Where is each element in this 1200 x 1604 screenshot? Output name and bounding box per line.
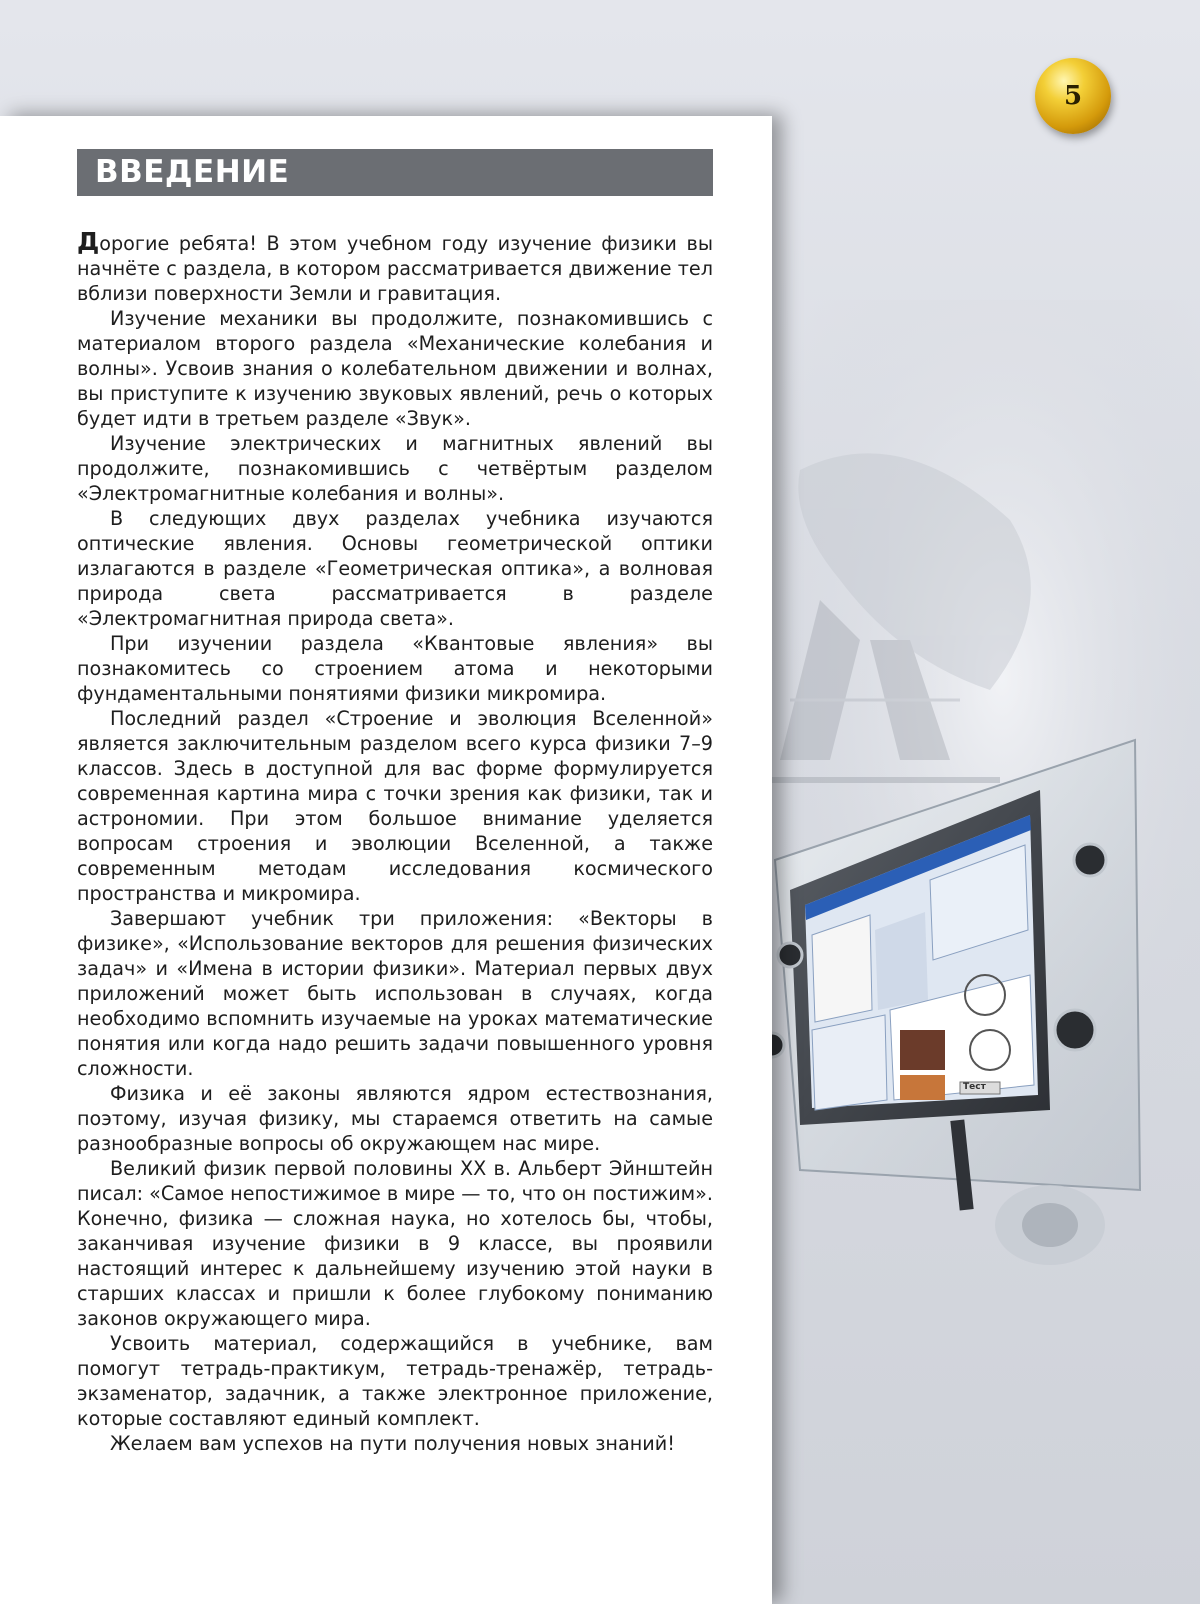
intro-text: орогие ребята! В этом учебном году изучение физики вы начнёте с раздела, в котором рассматривается движение тел вблизи поверхности Земли и гравитация. [77, 232, 713, 305]
paragraph: Завершают учебник три приложения: «Векторы в физике», «Использование векторов для решения физических задач» и «Имена в истории физики». Материал первых двух приложений может быть использован в случаях, когда необходимо вспомнить изучаемые на уроках математические понятия или когда надо решить задачи повышенного уровня сложности. [77, 907, 713, 1080]
paragraph: Изучение электрических и магнитных явлений вы продолжите, познакомившись с четвёртым разделом «Электромагнитные колебания и волны». [77, 432, 713, 505]
paragraph: Последний раздел «Строение и эволюция Вселенной» является заключительным разделом всего курса физики 7–9 классов. Здесь в доступной для вас форме формулируется современная картина мира с точки зрения как физики, так и астрономии. При этом большое внимание уделяется вопросам строения и эволюции Вселенной, а также современным методам исследования космического пространства и микромира. [77, 707, 713, 905]
paragraph-intro [77, 229, 713, 306]
paragraph: Желаем вам успехов на пути получения новых знаний! [110, 1432, 675, 1455]
screen-test-button-label: Тест [963, 1082, 986, 1092]
paragraph: В следующих двух разделах учебника изучаются оптические явления. Основы геометрической оптики излагаются в разделе «Геометрическая оптика», а волновая природа света рассматривается в разделе «Электромагнитная природа света». [77, 507, 713, 630]
paragraph: Усвоить материал, содержащийся в учебнике, вам помогут тетрадь-практикум, тетрадь-тренажёр, тетрадь-экзаменатор, задачник, а также электронное приложение, которые составляют единый комплект. [77, 1332, 713, 1430]
paragraph: При изучении раздела «Квантовые явления» вы познакомитесь со строением атома и некоторыми фундаментальными понятиями физики микромира. [77, 632, 713, 705]
section-heading: ВВЕДЕНИЕ [95, 154, 290, 190]
page-number-badge: 5 [1035, 58, 1111, 134]
introduction-text [77, 229, 713, 1456]
paragraph: Изучение механики вы продолжите, познакомившись с материалом второго раздела «Механические колебания и волны». Усвоив знания о колебательном движении и волнах, вы приступите к изучению звуковых явлений, речь о которых будет идти в третьем разделе «Звук». [77, 307, 713, 430]
paragraph: Великий физик первой половины XX в. Альберт Эйнштейн писал: «Самое непостижимое в мире — то, что он постижим». Конечно, физика — сложная наука, но хотелось бы, чтобы, заканчивая изучение физики в 9 классе, вы проявили настоящий интерес к дальнейшему изучению этой науки в старших классах и пришли к более глубокому пониманию законов окружающего мира. [77, 1157, 713, 1330]
dropcap: Д [77, 227, 100, 256]
section-heading-bar [77, 149, 713, 196]
paragraph: Физика и её законы являются ядром естествознания, поэтому, изучая физику, мы стараемся ответить на самые разнообразные вопросы об окружающем нас мире. [77, 1082, 713, 1155]
